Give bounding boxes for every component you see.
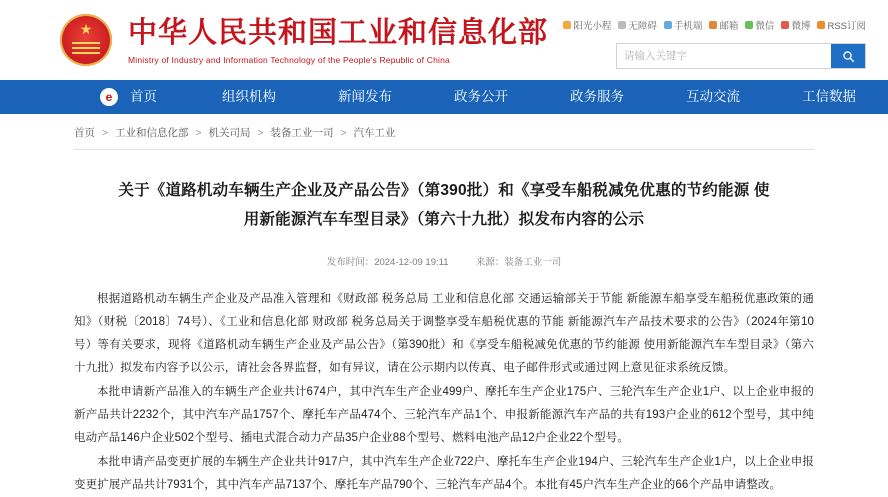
national-emblem-icon (60, 14, 112, 66)
search-input[interactable] (617, 44, 831, 68)
page-title: 关于《道路机动车辆生产企业及产品公告》（第390批）和《享受车船税减免优惠的节约能源 使用新能源汽车车型目录》（第六十九批）拟发布内容的公示 (118, 182, 770, 228)
sun-icon (563, 21, 571, 29)
article-source: 来源：装备工业一司 (475, 257, 562, 268)
article (0, 176, 888, 497)
breadcrumb-item-ministry[interactable]: 工业和信息化部 (114, 127, 189, 139)
quick-links (573, 18, 866, 32)
breadcrumb-separator: > (101, 127, 109, 139)
mail-icon (709, 21, 717, 29)
article-body (74, 288, 814, 497)
main-navigation (0, 80, 888, 114)
nav-item-home[interactable]: 首页 (130, 89, 157, 104)
weibo-icon (781, 21, 789, 29)
nav-item-news[interactable]: 新闻发布 (338, 89, 392, 104)
site-title-block (128, 16, 548, 65)
publish-time: 发布时间：2024-12-09 19:11 (326, 257, 449, 268)
quick-link-accessibility[interactable] (618, 18, 657, 32)
nav-item-data[interactable]: 工信数据 (802, 89, 856, 104)
e-logo-icon[interactable]: e (100, 88, 118, 106)
breadcrumb-item-equipment-dept[interactable]: 装备工业一司 (270, 127, 334, 139)
quick-link-label: RSS订阅 (827, 21, 866, 32)
quick-link-label: 微信 (755, 21, 775, 32)
quick-link-label: 阳光小程 (573, 21, 612, 32)
header-utility-area (573, 18, 866, 69)
breadcrumb-item-home[interactable]: 首页 (74, 127, 95, 139)
breadcrumb-separator: > (340, 127, 347, 139)
site-header (0, 0, 888, 80)
search-button[interactable] (831, 44, 865, 68)
breadcrumb-separator: > (195, 127, 202, 139)
quick-link-weibo[interactable] (781, 18, 810, 32)
quick-link-wechat[interactable] (745, 18, 774, 32)
accessibility-icon (618, 21, 626, 29)
article-paragraph: 本批申请新产品准入的车辆生产企业共计674户，其中汽车生产企业499户、摩托车生产企业175户、三轮汽车生产企业1户、以上企业申报的新产品共计2232个，其中汽车产品1757个、摩托车产品474个、三轮汽车产品1个、申报新能源汽车产品的共有193户企业的612个型号，其中纯电动产品146户企业502个型号、插电式混合动力产品35户企业88个型号、燃料电池产品12户企业22个型号。 (74, 386, 814, 444)
nav-item-interaction[interactable]: 互动交流 (686, 89, 740, 104)
breadcrumb-item-current: 汽车工业 (353, 127, 396, 139)
nav-item-government-services[interactable]: 政务服务 (570, 89, 624, 104)
breadcrumb-separator: > (257, 127, 264, 139)
quick-link-label: 手机端 (673, 21, 703, 32)
quick-link-label: 微博 (791, 21, 811, 32)
article-paragraph: 本批申请产品变更扩展的车辆生产企业共计917户，其中汽车生产企业722户、摩托车生产企业194户、三轮汽车生产企业1户，以上企业申报变更扩展产品共计7931个，其中汽车产品7137个、摩托车产品790个、三轮汽车产品4个。本批有45户汽车生产企业的66个产品申请整改。 (74, 456, 814, 491)
mobile-icon (664, 21, 672, 29)
quick-link-rss[interactable] (817, 18, 866, 32)
quick-link-label: 邮箱 (719, 21, 739, 32)
site-title-cn: 中华人民共和国工业和信息化部 (128, 16, 549, 49)
rss-icon (817, 21, 825, 29)
nav-items (124, 80, 887, 114)
quick-link-mail[interactable] (709, 18, 738, 32)
breadcrumb (74, 125, 888, 140)
quick-link-label: 无障碍 (628, 21, 657, 32)
search-box[interactable] (616, 43, 866, 69)
article-paragraph: 根据道路机动车辆生产企业及产品准入管理和《财政部 税务总局 工业和信息化部 交通运输部关于节能 新能源车船享受车船税优惠政策的通知》（财税〔2018〕74号）、《工业和信息化部 财政部 税务总局关于调整享受车船税优惠的节能 新能源汽车产品技术要求的公告》（2024年第10号）等有关要求，现将《道路机动车辆生产企业及产品公告》（第390批）和《享受车船税减免优惠的节约能源 使用新能源汽车车型目录》（第六十九批）拟发布内容予以公示，请社会各界监督，如有异议，请在公示期内以传真、电子邮件形式或通过网上意见征求系统反馈。 (74, 293, 814, 374)
search-icon (842, 50, 855, 63)
nav-item-government-disclosure[interactable]: 政务公开 (454, 89, 508, 104)
breadcrumb-item-departments[interactable]: 机关司局 (208, 127, 251, 139)
article-meta (74, 254, 814, 268)
quick-link-mobile[interactable] (664, 18, 703, 32)
wechat-icon (745, 21, 753, 29)
quick-link-sunshine[interactable] (563, 18, 611, 32)
breadcrumb-divider (74, 149, 814, 150)
nav-item-organization[interactable]: 组织机构 (222, 89, 276, 104)
site-title-en: Ministry of Industry and Information Technology of the People's Republic of China (128, 54, 450, 65)
